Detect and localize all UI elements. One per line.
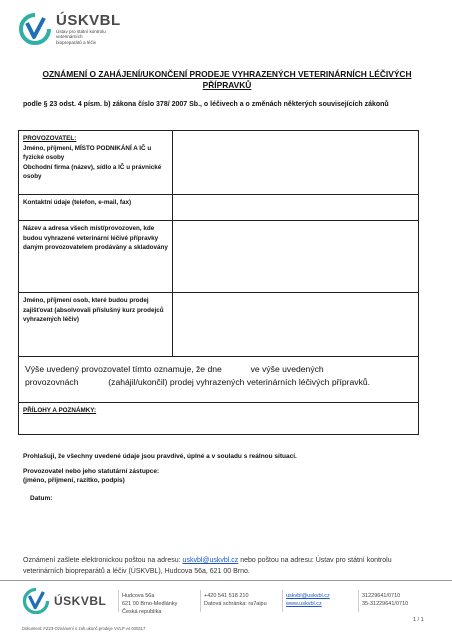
provozovatel-value-field[interactable]	[173, 131, 419, 195]
notice-text-b: ve výše uvedených	[250, 364, 324, 374]
logo-subtitle-line: veterinárních	[56, 34, 83, 40]
footer-address-line: Hudcova 56a	[122, 593, 155, 599]
provozovny-label: Název a adresa všech míst/provozoven, kde budou vyhrazené veterinární léčivé přípravky daným provozovatelem prodávány a skladovány	[19, 221, 173, 293]
osoby-label: Jméno, příjmení osob, které budou prodej zajišťovat (absolvovali příslušný kurz prodejců vyhrazených léčiv)	[19, 293, 173, 357]
logo-subtitle	[56, 29, 146, 45]
statutory-hint: (jméno, příjmení, razítko, podpis)	[23, 477, 125, 484]
provozovatel-label-cell	[19, 131, 173, 195]
page-number: 1 / 1	[413, 617, 424, 623]
uskvbl-emblem-icon	[18, 12, 52, 46]
logo-subtitle-line: biopreparátů a léčiv	[56, 39, 97, 45]
declaration-text: Prohlašuji, že všechny uvedené údaje jsou pravdivé, úplné a v souladu s reálnou situací.	[23, 453, 297, 460]
prilohy-label: PŘÍLOHY A POZNÁMKY:	[23, 407, 97, 414]
footer-address-line: Česká republika	[122, 609, 162, 615]
footer-id-line: 35-31229641/0710	[362, 601, 409, 607]
logo-brand: ÚSKVBL	[56, 11, 121, 29]
statutory-block	[23, 467, 159, 485]
statutory-label: Provozovatel nebo jeho statutární zástupce:	[23, 468, 160, 475]
provozovatel-legal-person: Obchodní firma (název), sídlo a IČ u právnické osoby	[23, 163, 162, 181]
kontakt-value-field[interactable]	[173, 195, 419, 221]
notice-text-c: provozovnách	[25, 377, 79, 387]
submission-text-before: Oznámení zašlete elektronickou poštou na adresu:	[23, 557, 183, 564]
provozovatel-heading: PROVOZOVATEL:	[23, 135, 77, 142]
kontakt-label: Kontaktní údaje (telefon, e-mail, fax)	[19, 195, 173, 221]
footer-address-line: 621 00 Brno-Medlánky	[122, 601, 178, 607]
footer-id-line: 31229641/0710	[362, 593, 401, 599]
footer-web-link[interactable]: www.uskvbl.cz	[286, 601, 322, 607]
uskvbl-logo	[18, 12, 146, 46]
footer-phone: +420 541 518 210	[204, 593, 249, 599]
document-id: Dokument: FZ23-Oznámení o zah.ukonč.prodeje VVLP v4 030317	[22, 626, 146, 631]
logo-subtitle-line: Ústav pro státní kontrolu	[56, 28, 106, 34]
uskvbl-emblem-icon	[22, 587, 50, 615]
footer-contacts	[204, 592, 267, 608]
footer-databox: Datová schránka: ra7aipu	[204, 601, 267, 607]
footer-divider	[0, 580, 452, 581]
submission-email-link[interactable]: uskvbl@uskvbl.cz	[182, 557, 239, 564]
provozovatel-natural-person: Jméno, příjmení, MÍSTO PODNIKÁNÍ A IČ u fyzické osoby	[23, 144, 152, 162]
datum-label: Datum:	[30, 495, 53, 502]
notice-text-a: Výše uvedený provozovatel tímto oznamuje, že dne	[25, 364, 222, 374]
footer-ids	[362, 592, 408, 608]
footer-separator	[118, 590, 119, 612]
submission-instructions	[23, 556, 428, 577]
footer-separator	[282, 590, 283, 612]
legal-basis: podle § 23 odst. 4 písm. b) zákona číslo 378/ 2007 Sb., o léčivech a o změnách některých souvisejících zákonů	[23, 101, 389, 108]
footer-email-link[interactable]: uskvbl@uskvbl.cz	[286, 593, 330, 599]
submission-text-after: nebo poštou na adresu: Ústav pro státní kontrolu veterinárních biopreparátů a léčiv (ÚSKVBL), Hudcova 56a, 621 00 Brno.	[23, 557, 392, 575]
prilohy-cell[interactable]	[19, 403, 419, 435]
document-title: OZNÁMENÍ O ZAHÁJENÍ/UKONČENÍ PRODEJE VYHRAZENÝCH VETERINÁRNÍCH LÉČIVÝCH PŘÍPRAVKŮ	[42, 69, 412, 90]
notification-form-table	[18, 130, 419, 435]
notice-cell	[19, 357, 419, 403]
footer-logo	[22, 587, 106, 615]
notice-text-d: (zahájil/ukončil) prodej vyhrazených veterinárních léčivých přípravků.	[108, 377, 371, 387]
footer-links	[286, 592, 330, 608]
osoby-value-field[interactable]	[173, 293, 419, 357]
footer-separator	[200, 590, 201, 612]
footer-logo-brand: ÚSKVBL	[54, 594, 107, 608]
footer-separator	[358, 590, 359, 612]
provozovny-value-field[interactable]	[173, 221, 419, 293]
footer-address	[122, 592, 177, 616]
